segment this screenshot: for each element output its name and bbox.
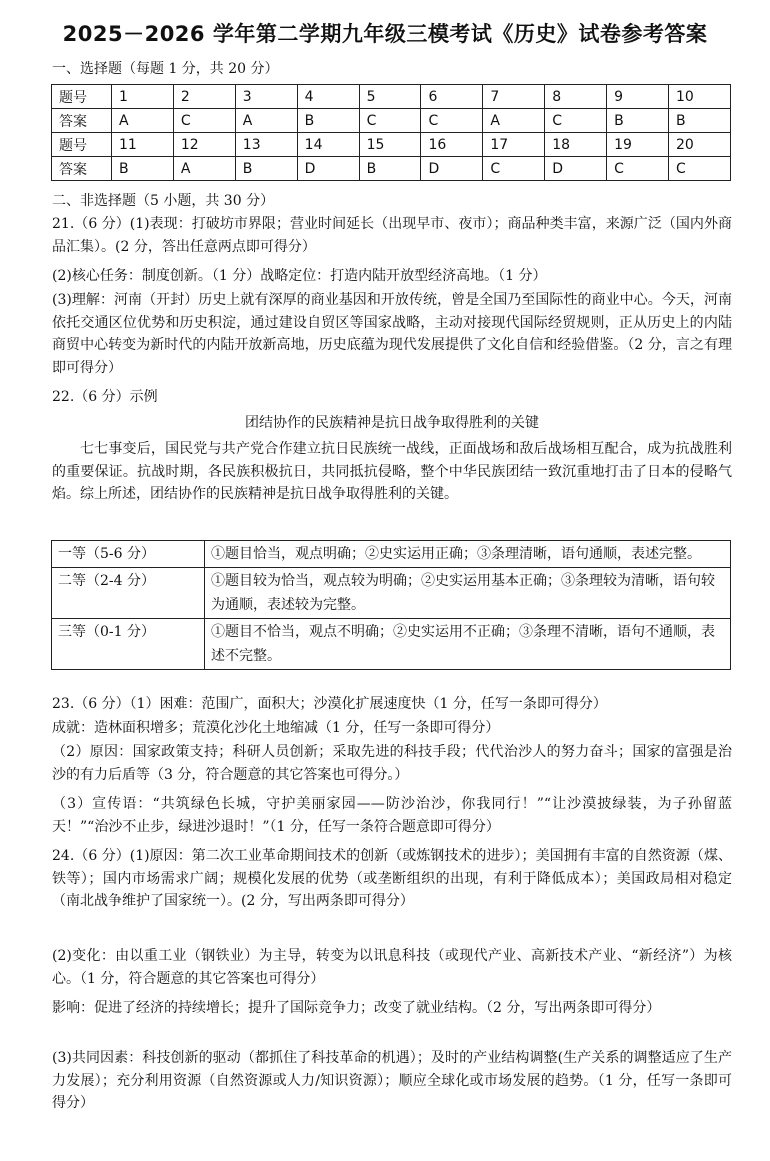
- answer-table-cell: 18: [545, 133, 607, 157]
- answer-table-cell: D: [297, 157, 359, 181]
- q22-essay-body: 七七事变后，国民党与共产党合作建立抗日民族统一战线，正面战场和敌后战场相互配合，成为抗战胜利的重要保证。抗战时期，各民族积极抗日，共同抵抗侵略，整个中华民族团结一致沉重地打击了日本的侵略气焰。综上所述，团结协作的民族精神是抗日战争取得胜利的关键。: [52, 441, 732, 502]
- answer-table-row-label: 题号: [52, 85, 112, 109]
- answer-table-cell: 6: [421, 85, 483, 109]
- answer-table-cell: C: [483, 157, 545, 181]
- rubric-desc: ①题目较为恰当，观点较为明确；②史实运用基本正确；③条理较为清晰，语句较为通顺，表述较为完整。: [205, 568, 731, 619]
- answer-table-row-label: 题号: [52, 133, 112, 157]
- answer-table-cell: 11: [112, 133, 174, 157]
- answer-table-cell: C: [545, 109, 607, 133]
- answer-table-cell: 16: [421, 133, 483, 157]
- answer-table-cell: 8: [545, 85, 607, 109]
- q23-part2: 成就：造林面积增多；荒漠化沙化土地缩减（1 分，任写一条即可得分）: [52, 720, 500, 736]
- rubric-level: 二等（2-4 分）: [52, 568, 205, 619]
- answer-table-row: [52, 109, 731, 133]
- answer-table-cell: 20: [669, 133, 731, 157]
- answer-table-cell: B: [297, 109, 359, 133]
- answer-table-cell: C: [359, 109, 421, 133]
- q24-part3: 影响：促进了经济的持续增长；提升了国际竞争力；改变了就业结构。（2 分，写出两条即可得分）: [52, 1000, 661, 1016]
- q22-essay-title: 团结协作的民族精神是抗日战争取得胜利的关键: [245, 415, 539, 431]
- answer-table-cell: A: [173, 157, 235, 181]
- answer-table-cell: A: [112, 109, 174, 133]
- answer-table-cell: B: [112, 157, 174, 181]
- rubric-desc: ①题目不恰当，观点不明确；②史实运用不正确；③条理不清晰，语句不通顺，表述不完整。: [205, 619, 731, 670]
- page-title: 2025－2026 学年第二学期九年级三模考试《历史》试卷参考答案: [62, 22, 708, 46]
- q24-part2: (2)变化：由以重工业（钢铁业）为主导，转变为以讯息科技（或现代产业、高新技术产业、“新经济”）为核心。（1 分，符合题意的其它答案也可得分）: [52, 948, 732, 987]
- answer-table-cell: 15: [359, 133, 421, 157]
- answer-table-row-label: 答案: [52, 157, 112, 181]
- answer-table-cell: 2: [173, 85, 235, 109]
- section2-heading: 二、非选择题（5 小题，共 30 分）: [52, 193, 275, 209]
- answer-table-row: [52, 133, 731, 157]
- q24-part1: 24.（6 分）(1)原因：第二次工业革命期间技术的创新（或炼钢技术的进步）；美国拥有丰富的自然资源（煤、铁等）；国内市场需求广阔；规模化发展的优势（或垄断组织的出现，有利于降低成本）；美国政局相对稳定（南北战争维护了国家统一）。(2 分，写出两条即可得分）: [52, 848, 732, 909]
- answer-table-row: [52, 85, 731, 109]
- answer-table-cell: 9: [607, 85, 669, 109]
- answer-table-cell: 10: [669, 85, 731, 109]
- grading-rubric-table: [51, 540, 731, 670]
- q23-part3: （2）原因：国家政策支持；科研人员创新；采取先进的科技手段；代代治沙人的努力奋斗；国家的富强是治沙的有力后盾等（3 分，符合题意的其它答案也可得分。）: [52, 744, 732, 783]
- rubric-row: [52, 541, 731, 568]
- answer-table-cell: 7: [483, 85, 545, 109]
- answer-table-cell: B: [235, 157, 297, 181]
- rubric-desc: ①题目恰当，观点明确；②史实运用正确；③条理清晰，语句通顺，表述完整。: [205, 541, 731, 568]
- answer-table-cell: 12: [173, 133, 235, 157]
- rubric-row: [52, 568, 731, 619]
- q21-part3: (3)理解：河南（开封）历史上就有深厚的商业基因和开放传统，曾是全国乃至国际性的商业中心。今天，河南依托交通区位优势和历史积淀，通过建设自贸区等国家战略，主动对接现代国际经贸规则，正从历史上的内陆商贸中心转变为新时代的内陆开放新高地，历史底蕴为现代发展提供了文化自信和经验借鉴。（2 分，言之有理即可得分）: [52, 292, 732, 376]
- section1-heading: 一、选择题（每题 1 分，共 20 分）: [52, 61, 279, 77]
- answer-table-cell: 3: [235, 85, 297, 109]
- answer-table-cell: C: [421, 109, 483, 133]
- answer-table-cell: B: [359, 157, 421, 181]
- answer-table-cell: 1: [112, 85, 174, 109]
- answer-table-cell: D: [545, 157, 607, 181]
- answer-table-cell: 14: [297, 133, 359, 157]
- answer-table-cell: 19: [607, 133, 669, 157]
- answer-table-cell: C: [607, 157, 669, 181]
- answer-table-cell: D: [421, 157, 483, 181]
- rubric-row: [52, 619, 731, 670]
- answer-table-cell: B: [607, 109, 669, 133]
- answer-table-cell: A: [235, 109, 297, 133]
- answer-table-cell: 5: [359, 85, 421, 109]
- rubric-level: 一等（5-6 分）: [52, 541, 205, 568]
- q23-part4: （3）宣传语：“共筑绿色长城，守护美丽家园——防沙治沙，你我同行！”“让沙漠披绿装，为子孙留蓝天！”“治沙不止步，绿进沙退时！”（1 分，任写一条符合题意即可得分）: [52, 796, 732, 835]
- q24-part4: (3)共同因素：科技创新的驱动（都抓住了科技革命的机遇）；及时的产业结构调整(生产关系的调整适应了生产力发展）；充分利用资源（自然资源或人力/知识资源）；顺应全球化或市场发展的趋势。（1 分，任写一条即可得分）: [52, 1050, 732, 1111]
- answer-table-row-label: 答案: [52, 109, 112, 133]
- q21-part1: 21.（6 分）(1)表现：打破坊市界限；营业时间延长（出现早市、夜市）；商品种类丰富，来源广泛（国内外商品汇集）。(2 分，答出任意两点即可得分）: [52, 216, 732, 255]
- answer-table-cell: C: [669, 157, 731, 181]
- answer-table: [51, 84, 731, 181]
- answer-table-cell: B: [669, 109, 731, 133]
- answer-table-cell: C: [173, 109, 235, 133]
- answer-table-cell: 13: [235, 133, 297, 157]
- answer-table-cell: 4: [297, 85, 359, 109]
- rubric-level: 三等（0-1 分）: [52, 619, 205, 670]
- q23-part1: 23.（6 分）（1）困难：范围广，面积大；沙漠化扩展速度快（1 分，任写一条即可得分）: [52, 696, 607, 712]
- q22-intro: 22.（6 分）示例: [52, 389, 158, 405]
- q21-part2: (2)核心任务：制度创新。（1 分）战略定位：打造内陆开放型经济高地。（1 分）: [52, 268, 547, 284]
- answer-table-cell: A: [483, 109, 545, 133]
- answer-table-row: [52, 157, 731, 181]
- answer-table-cell: 17: [483, 133, 545, 157]
